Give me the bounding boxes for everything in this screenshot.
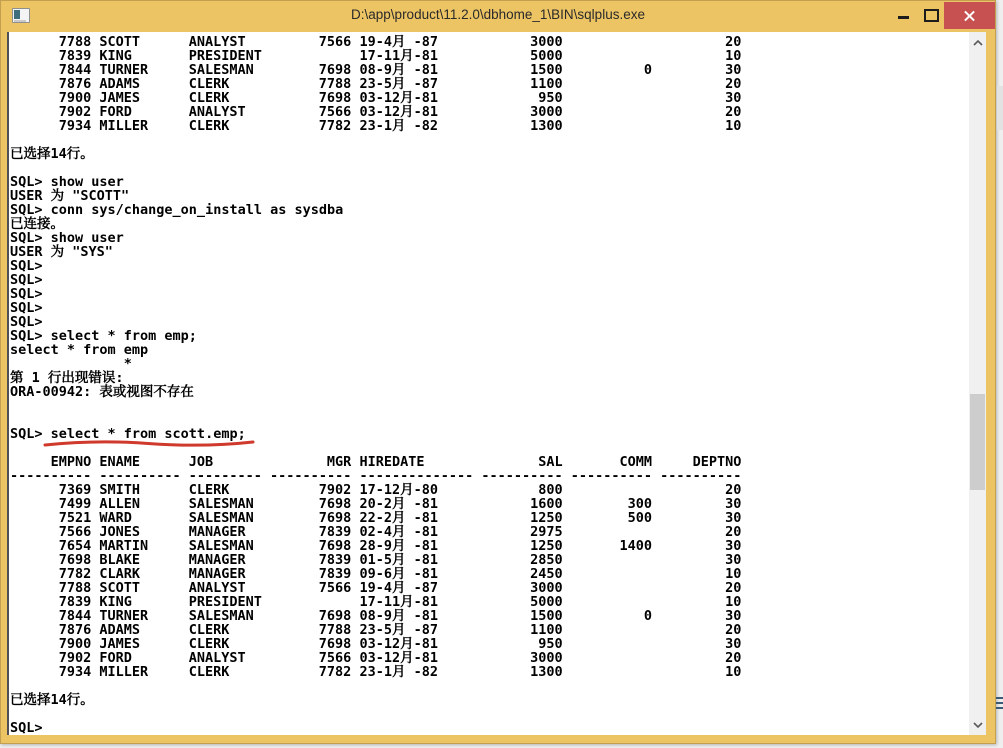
emp-col-deptno: 10 [725,566,742,582]
emp-col-ename: BLAKE [99,552,141,568]
emp-table-row [10,665,968,679]
console-line [10,679,968,693]
emp-col-hiredate: 23-1月 -82 [359,664,438,680]
emp-col-ename: SMITH [99,482,141,498]
emp-col-hiredate: 08-9月 -81 [359,62,438,78]
console-line: SQL> show user [10,230,124,246]
console-line: SQL> [10,314,43,330]
emp-col-empno: 7369 [58,482,92,498]
emp-col-hiredate: 19-4月 -87 [359,580,438,596]
console-line [10,413,968,427]
scroll-up-arrow-icon[interactable] [969,34,986,51]
emp-table-row [10,63,968,77]
vertical-scrollbar[interactable] [969,32,986,735]
emp-col-ename: JONES [99,524,141,540]
emp-col-sal: 3000 [530,104,563,120]
console-line [10,133,968,147]
emp-col-sal: 800 [538,482,563,498]
console-line: SQL> [10,258,43,274]
console-line: USER 为 "SCOTT" [10,188,130,204]
emp-col-mgr: 7566 [318,104,352,120]
emp-col-deptno: 20 [725,524,742,540]
console-line: SQL> conn sys/change_on_install as sysdba [10,202,344,218]
emp-col-hiredate: 28-9月 -81 [359,538,438,554]
emp-col-mgr: 7839 [318,552,352,568]
emp-col-job: CLERK [188,622,230,638]
emp-col-job: --------- [188,468,262,484]
emp-col-empno: 7844 [58,608,92,624]
emp-col-empno: 7876 [58,622,92,638]
emp-col-job: SALESMAN [188,510,254,526]
emp-col-sal: 2450 [530,566,563,582]
emp-col-ename: MILLER [99,118,149,134]
emp-col-mgr: 7782 [318,664,352,680]
emp-col-empno: 7902 [58,104,92,120]
emp-col-ename: FORD [99,650,132,666]
emp-col-job: CLERK [188,482,230,498]
emp-col-hiredate: 22-2月 -81 [359,510,438,526]
window-title: D:\app\product\11.2.0\dbhome_1\BIN\sqlplus.exe [351,7,645,22]
caption-buttons [890,0,995,30]
emp-col-sal: 1600 [530,496,563,512]
emp-table-row [10,91,968,105]
emp-col-ename: KING [99,48,132,64]
emp-col-comm: COMM [619,454,652,470]
background-window-text-fragment [996,694,1003,718]
console-line: SQL> select * from emp; [10,328,197,344]
emp-col-empno: 7788 [58,34,92,50]
emp-col-deptno: 30 [725,510,742,526]
emp-col-empno: 7698 [58,552,92,568]
emp-col-sal: 950 [538,90,563,106]
emp-table-row [10,525,968,539]
emp-col-hiredate: 23-5月 -87 [359,76,438,92]
emp-col-sal: 1250 [530,538,563,554]
emp-col-deptno: 30 [725,552,742,568]
emp-col-empno: 7654 [58,538,92,554]
emp-col-empno: 7876 [58,76,92,92]
emp-col-job: PRESIDENT [188,594,262,610]
emp-table-row [10,119,968,133]
emp-col-sal: 950 [538,636,563,652]
emp-col-sal: 1500 [530,608,563,624]
emp-table-row [10,623,968,637]
close-icon [963,9,976,22]
emp-table-row [10,49,968,63]
emp-col-job: SALESMAN [188,62,254,78]
emp-col-empno: 7521 [58,510,92,526]
emp-col-ename: MARTIN [99,538,149,554]
emp-col-empno: 7844 [58,62,92,78]
console-line: select * from emp [10,342,149,358]
maximize-icon [924,9,939,22]
emp-col-empno: 7782 [58,566,92,582]
emp-col-mgr: 7566 [318,34,352,50]
emp-table-row [10,511,968,525]
emp-col-job: CLERK [188,664,230,680]
emp-table-row [10,609,968,623]
emp-col-ename: TURNER [99,62,149,78]
emp-table-row [10,105,968,119]
emp-col-sal: 2975 [530,524,563,540]
emp-col-hiredate: HIREDATE [359,454,425,470]
emp-col-ename: ---------- [99,468,181,484]
emp-col-deptno: 30 [725,538,742,554]
emp-col-sal: 3000 [530,34,563,50]
console-line: * [10,356,132,372]
emp-col-ename: ALLEN [99,496,141,512]
emp-table-row [10,595,968,609]
emp-table-row [10,483,968,497]
emp-col-comm: 0 [643,62,652,78]
emp-col-job: ANALYST [188,580,246,596]
emp-col-ename: SCOTT [99,580,141,596]
console-line [10,441,968,455]
emp-col-job: MANAGER [188,552,246,568]
emp-col-empno: EMPNO [50,454,92,470]
emp-col-mgr: 7788 [318,76,352,92]
emp-col-sal: 3000 [530,580,563,596]
emp-col-mgr: 7566 [318,650,352,666]
emp-col-deptno: 20 [725,34,742,50]
emp-col-mgr: ---------- [270,468,352,484]
emp-col-mgr: 7698 [318,636,352,652]
emp-col-job: CLERK [188,76,230,92]
emp-col-mgr: 7839 [318,566,352,582]
emp-col-deptno: DEPTNO [692,454,742,470]
emp-col-deptno: 20 [725,622,742,638]
scrollbar-thumb[interactable] [970,394,985,490]
emp-col-mgr: 7566 [318,580,352,596]
emp-col-job: ANALYST [188,34,246,50]
console-output [10,35,968,735]
emp-col-deptno: 30 [725,62,742,78]
console-line: SQL> [10,272,43,288]
emp-col-empno: 7788 [58,580,92,596]
console-line: SQL> [10,300,43,316]
emp-col-sal: 3000 [530,650,563,666]
emp-col-mgr: 7788 [318,622,352,638]
emp-col-sal: 1300 [530,664,563,680]
emp-col-hiredate: 03-12月-81 [359,104,438,120]
emp-col-sal: 1250 [530,510,563,526]
emp-col-sal: 1300 [530,118,563,134]
emp-col-job: CLERK [188,90,230,106]
console-left-edge [7,32,9,735]
emp-col-deptno: 10 [725,48,742,64]
emp-col-mgr: 7698 [318,538,352,554]
console-line [10,707,968,721]
emp-col-empno: 7934 [58,664,92,680]
emp-table-row [10,637,968,651]
emp-col-deptno: 20 [725,104,742,120]
emp-col-empno: 7902 [58,650,92,666]
emp-col-hiredate: 08-9月 -81 [359,608,438,624]
console-content[interactable] [7,32,986,735]
console-line: 已选择14行。 [10,146,94,162]
emp-col-deptno: 10 [725,594,742,610]
minimize-button[interactable] [890,0,917,28]
emp-col-comm: 1400 [619,538,652,554]
emp-col-ename: ADAMS [99,76,141,92]
emp-col-mgr: 7698 [318,496,352,512]
emp-col-deptno: 20 [725,650,742,666]
emp-col-deptno: 30 [725,608,742,624]
emp-col-hiredate: 01-5月 -81 [359,552,438,568]
emp-col-deptno: 10 [725,664,742,680]
emp-col-ename: FORD [99,104,132,120]
emp-col-sal: 1100 [530,622,563,638]
emp-table-row [10,651,968,665]
emp-col-ename: WARD [99,510,132,526]
emp-col-hiredate: 19-4月 -87 [359,34,438,50]
emp-col-sal: 2850 [530,552,563,568]
title-bar[interactable] [0,0,996,30]
emp-col-empno: 7900 [58,636,92,652]
emp-col-empno: 7499 [58,496,92,512]
emp-col-ename: CLARK [99,566,141,582]
console-line: 第 1 行出现错误: [10,370,124,386]
emp-col-hiredate: 03-12月-81 [359,636,438,652]
emp-col-ename: JAMES [99,636,141,652]
console-line: SQL> show user [10,174,124,190]
emp-col-mgr: 7902 [318,482,352,498]
emp-table-header-row [10,455,968,469]
sql-command-underlined [10,427,968,441]
emp-col-sal: 5000 [530,594,563,610]
emp-col-deptno: 20 [725,76,742,92]
emp-col-ename: ADAMS [99,622,141,638]
emp-col-job: MANAGER [188,566,246,582]
emp-col-hiredate: 23-5月 -87 [359,622,438,638]
emp-table-separator-row [10,469,968,483]
emp-col-deptno: ---------- [660,468,742,484]
emp-col-job: ANALYST [188,104,246,120]
emp-col-deptno: 20 [725,482,742,498]
emp-col-job: CLERK [188,636,230,652]
emp-col-mgr: 7839 [318,524,352,540]
emp-col-hiredate: 17-12月-80 [359,482,438,498]
scroll-down-arrow-icon[interactable] [969,716,986,733]
emp-col-job: ANALYST [188,650,246,666]
console-line: USER 为 "SYS" [10,244,113,260]
emp-col-ename: ENAME [99,454,141,470]
emp-col-mgr: 7698 [318,510,352,526]
emp-table-row [10,581,968,595]
emp-col-job: SALESMAN [188,538,254,554]
emp-col-comm: 0 [643,608,652,624]
emp-col-sal: ---------- [481,468,563,484]
emp-col-job: SALESMAN [188,496,254,512]
emp-col-ename: SCOTT [99,34,141,50]
emp-col-ename: JAMES [99,90,141,106]
emp-col-comm: ---------- [570,468,653,484]
minimize-icon [898,16,909,19]
emp-table-row [10,77,968,91]
console-line: SQL> [10,720,43,735]
emp-col-deptno: 20 [725,580,742,596]
emp-col-ename: KING [99,594,132,610]
close-button[interactable] [944,2,995,29]
emp-col-sal: 1500 [530,62,563,78]
emp-col-mgr: 7698 [318,62,352,78]
emp-col-empno: 7839 [58,48,92,64]
emp-col-hiredate: 02-4月 -81 [359,524,438,540]
console-line: 已连接。 [10,216,64,232]
console-line: 已选择14行。 [10,692,94,708]
emp-col-hiredate: 17-11月-81 [359,48,438,64]
console-line [10,399,968,413]
emp-col-job: PRESIDENT [188,48,262,64]
emp-col-mgr: MGR [326,454,352,470]
emp-col-hiredate: 03-12月-81 [359,650,438,666]
emp-col-sal: 5000 [530,48,563,64]
emp-table-row [10,35,968,49]
emp-col-deptno: 30 [725,90,742,106]
emp-col-job: MANAGER [188,524,246,540]
emp-col-comm: 500 [627,510,652,526]
emp-col-hiredate: 09-6月 -81 [359,566,438,582]
emp-col-job: CLERK [188,118,230,134]
emp-col-mgr: 7698 [318,90,352,106]
emp-col-job: SALESMAN [188,608,254,624]
emp-col-empno: 7934 [58,118,92,134]
emp-table-row [10,497,968,511]
emp-col-sal: 1100 [530,76,563,92]
maximize-button[interactable] [917,0,944,28]
emp-col-hiredate: -------------- [359,468,474,484]
emp-col-hiredate: 03-12月-81 [359,90,438,106]
emp-col-hiredate: 23-1月 -82 [359,118,438,134]
emp-col-hiredate: 20-2月 -81 [359,496,438,512]
console-line: ORA-00942: 表或视图不存在 [10,384,194,400]
emp-col-empno: 7566 [58,524,92,540]
emp-col-mgr: 7782 [318,118,352,134]
background-window-fragment [997,86,1003,130]
emp-table-row [10,567,968,581]
sql-command-text: SQL> select * from scott.emp; [10,426,246,442]
emp-col-hiredate: 17-11月-81 [359,594,438,610]
emp-col-deptno: 10 [725,118,742,134]
emp-col-empno: 7839 [58,594,92,610]
emp-col-job: JOB [188,454,214,470]
emp-col-empno: ---------- [10,468,92,484]
console-line: SQL> [10,286,43,302]
emp-col-ename: TURNER [99,608,149,624]
emp-col-mgr: 7698 [318,608,352,624]
emp-table-row [10,539,968,553]
emp-col-comm: 300 [627,496,652,512]
emp-table-row [10,553,968,567]
emp-col-sal: SAL [538,454,563,470]
emp-col-deptno: 30 [725,636,742,652]
console-line [10,161,968,175]
emp-col-empno: 7900 [58,90,92,106]
emp-col-deptno: 30 [725,496,742,512]
emp-col-ename: MILLER [99,664,149,680]
